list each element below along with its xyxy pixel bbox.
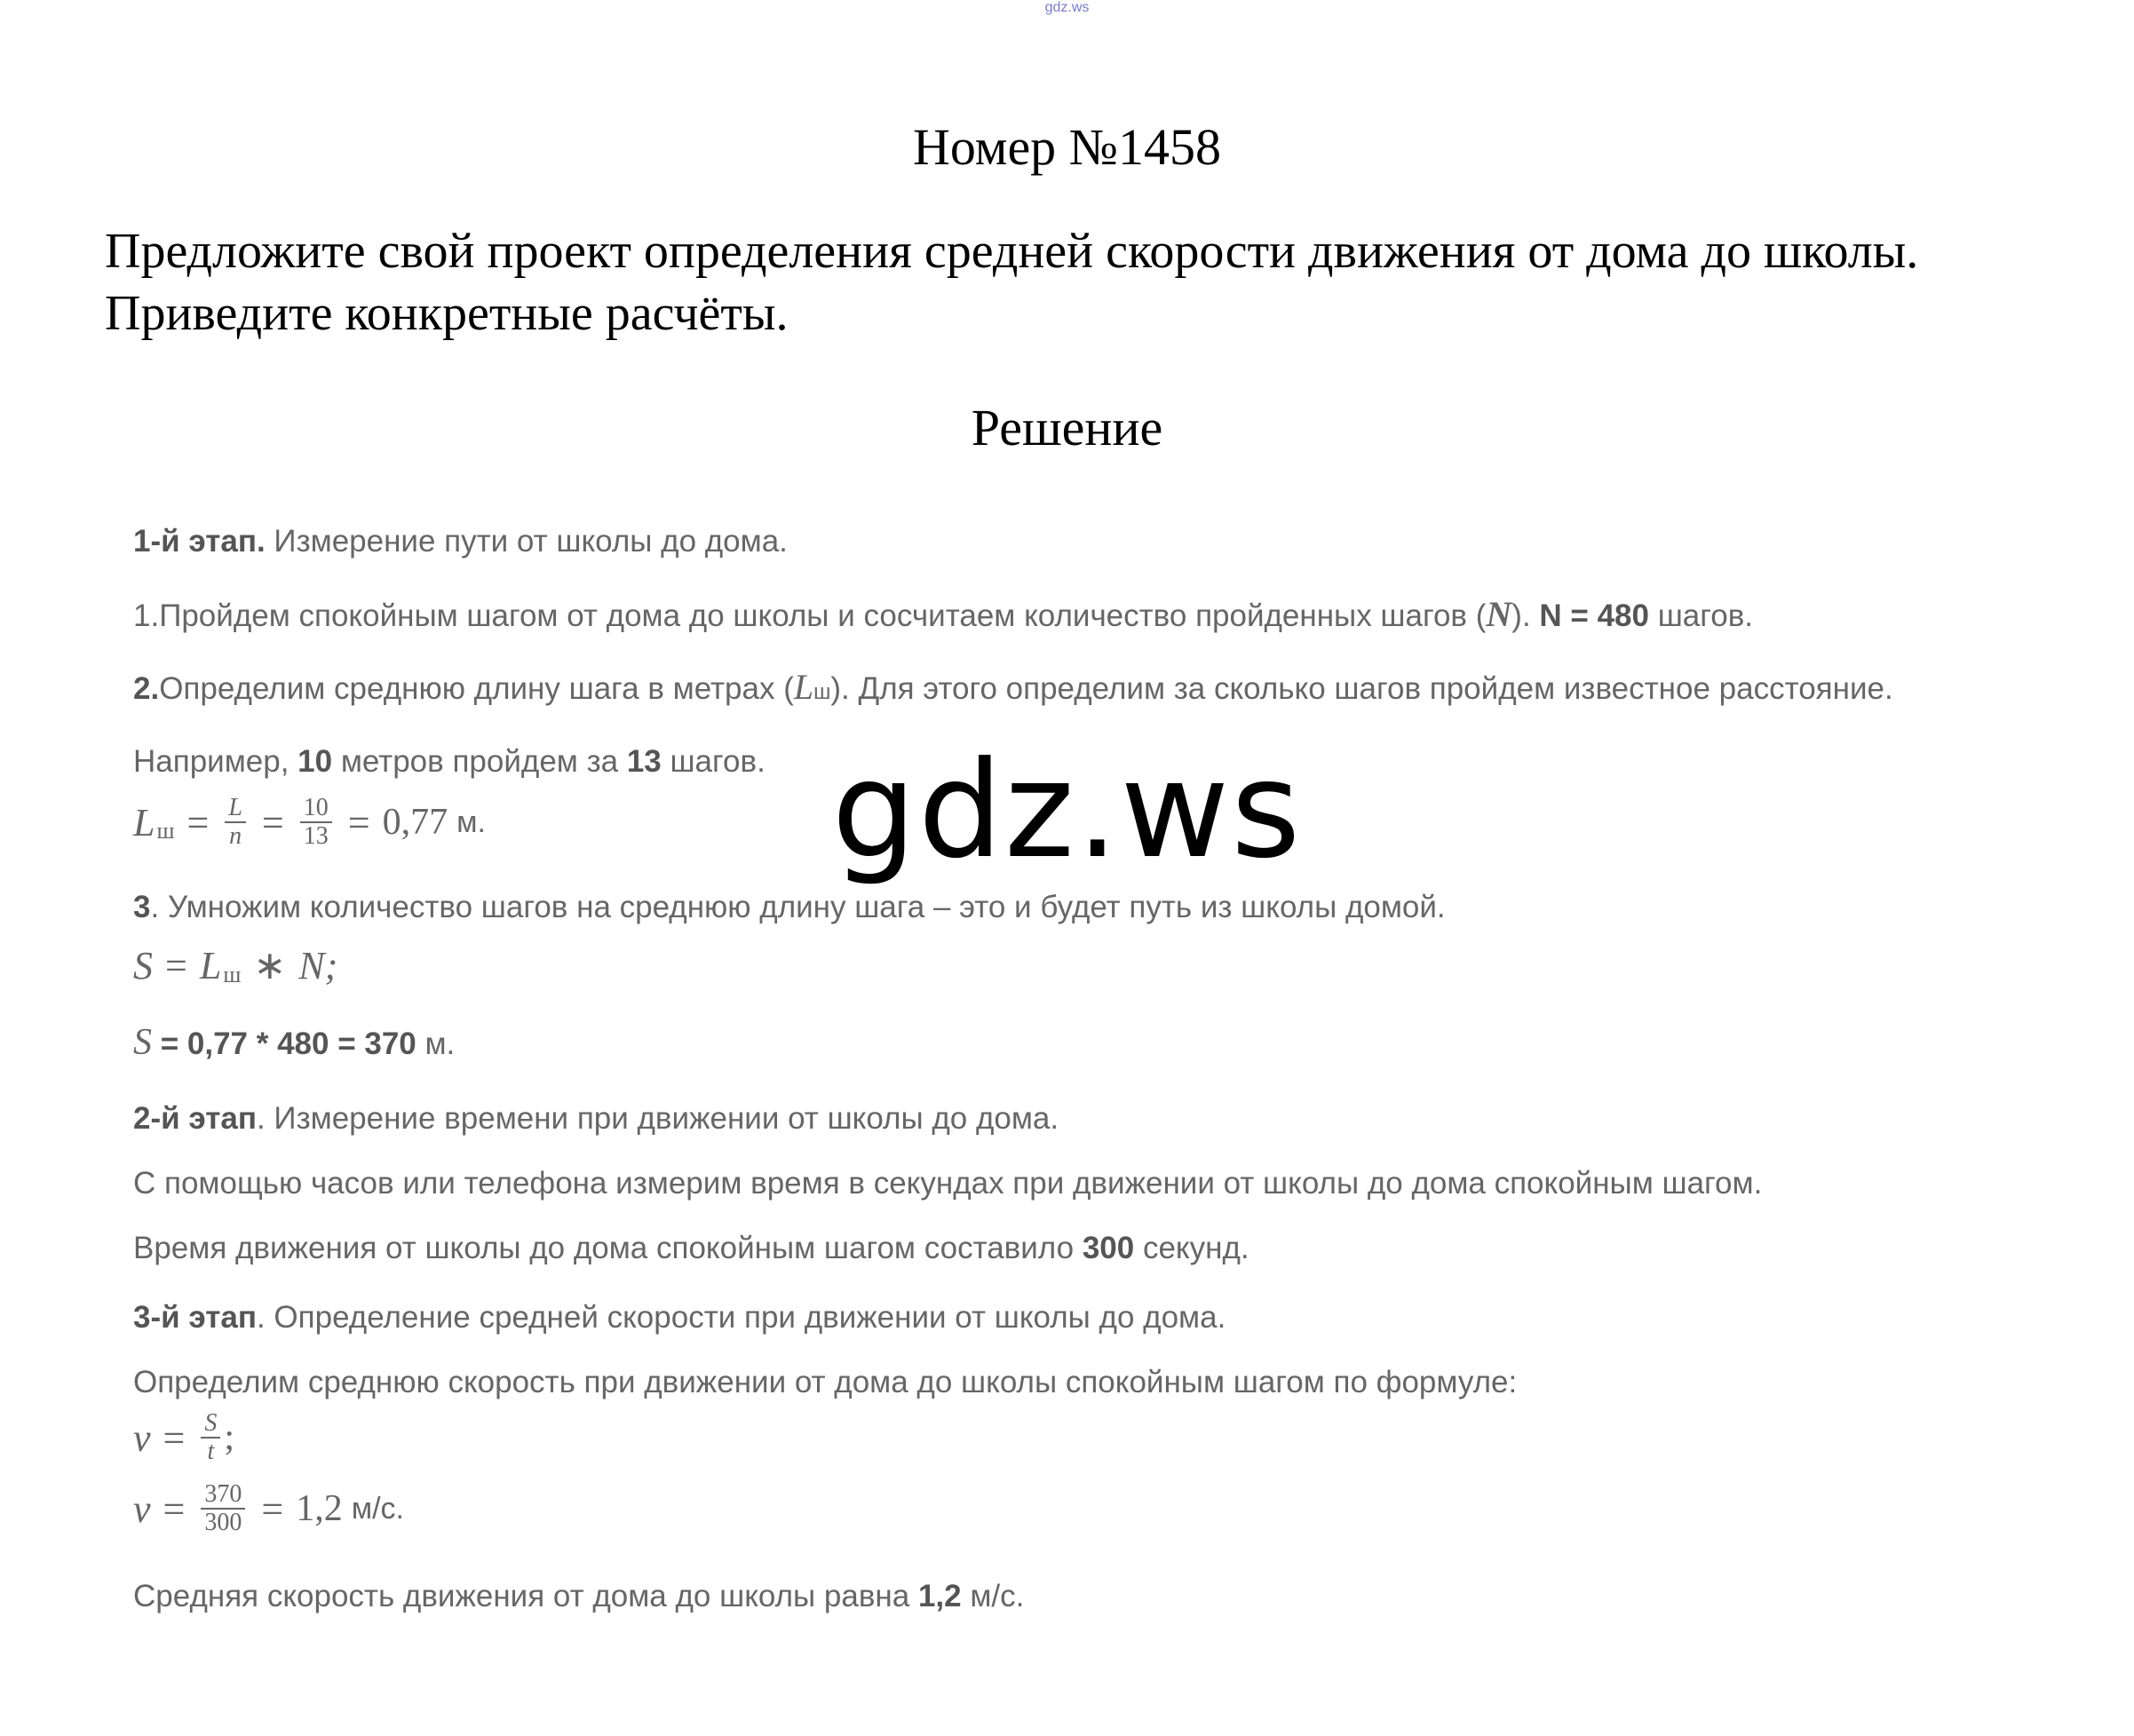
page-title: Номер №1458 bbox=[912, 118, 1222, 176]
step1-tail: шагов. bbox=[1648, 598, 1754, 633]
f2-sub: ш bbox=[223, 961, 242, 987]
step3-text: . Умножим количество шагов на среднюю длину шага – это и будет путь из школы домой. bbox=[150, 890, 1446, 924]
stage2-line2c: секунд. bbox=[1134, 1231, 1249, 1265]
stage3-text: . Определение средней скорости при движении от школы до дома. bbox=[256, 1300, 1226, 1335]
stage2-line1: С помощью часов или телефона измерим время в секундах при движении от школы до дома спокойным шагом. bbox=[133, 1166, 1763, 1201]
stage2-line2 bbox=[133, 1227, 1249, 1270]
stage3-heading bbox=[133, 1296, 1226, 1339]
step2-sub: ш bbox=[813, 680, 831, 704]
f2-tail: N; bbox=[298, 944, 338, 987]
conclusion-c: м/с. bbox=[961, 1579, 1025, 1613]
example-b: 10 bbox=[297, 744, 333, 779]
problem-statement: Предложите свой проект определения средней скорости движения от дома до школы. Приведите конкретные расчёты. bbox=[105, 224, 1919, 341]
f1-result: 0,77 bbox=[382, 802, 448, 843]
f5-result: 1,2 bbox=[296, 1488, 343, 1529]
step1-eq: N = 480 bbox=[1539, 598, 1649, 633]
f4-lhs: v bbox=[133, 1415, 151, 1460]
f1-sub: ш bbox=[156, 818, 175, 844]
step2-tail: ). Для этого определим за сколько шагов пройдем известное расстояние. bbox=[830, 671, 1893, 706]
f4-frac bbox=[201, 1410, 220, 1465]
conclusion-b: 1,2 bbox=[917, 1579, 962, 1613]
f1-den2: 13 bbox=[303, 822, 329, 850]
step1-mid: ). bbox=[1511, 598, 1540, 633]
step2-num: 2. bbox=[133, 671, 160, 706]
f3-rhs: = 0,77 * 480 = 370 bbox=[152, 1027, 416, 1061]
stage2-line2b: 300 bbox=[1082, 1231, 1135, 1265]
f2-lhs: S bbox=[133, 944, 153, 987]
f1-var: L bbox=[133, 800, 155, 844]
step3-line bbox=[133, 886, 1446, 929]
stage2-text: . Измерение времени при движении от школы до дома. bbox=[256, 1101, 1059, 1136]
f1-unit: м. bbox=[456, 805, 486, 839]
formula-path bbox=[133, 943, 337, 988]
stage1-text: Измерение пути от школы до дома. bbox=[265, 524, 788, 559]
f5-den: 300 bbox=[204, 1509, 242, 1536]
f5-num: 370 bbox=[201, 1481, 245, 1510]
step3-num: 3 bbox=[133, 890, 151, 924]
f3-unit: м. bbox=[416, 1027, 456, 1061]
f4-num: S bbox=[201, 1410, 220, 1439]
step2-line bbox=[133, 666, 1893, 714]
watermark: gdz.ws bbox=[831, 733, 1303, 888]
step1-var: N bbox=[1486, 594, 1512, 634]
f4-eq: = bbox=[163, 1415, 186, 1460]
f1-eq2: = bbox=[261, 800, 284, 844]
f2-eq: = bbox=[165, 944, 187, 987]
stage1-heading bbox=[133, 520, 788, 563]
step1-text: 1.Пройдем спокойным шагом от дома до школы и сосчитаем количество пройденных шагов ( bbox=[133, 598, 1487, 633]
example-d: 13 bbox=[626, 744, 662, 779]
stage2-title: 2-й этап bbox=[133, 1101, 257, 1136]
conclusion-line bbox=[133, 1575, 1024, 1618]
stage2-line2a: Время движения от школы до дома спокойным шагом составило bbox=[133, 1231, 1083, 1265]
f1-num: L bbox=[225, 795, 246, 823]
step2-var: L bbox=[793, 667, 814, 707]
f5-frac bbox=[201, 1481, 245, 1536]
f2-var: L bbox=[199, 944, 222, 987]
f5-unit: м/с. bbox=[351, 1491, 404, 1526]
f1-den: n bbox=[229, 822, 242, 850]
site-mark: gdz.ws bbox=[1044, 0, 1090, 15]
f4-den: t bbox=[207, 1438, 215, 1465]
stage1-title: 1-й этап. bbox=[133, 524, 266, 559]
solution-heading: Решение bbox=[971, 399, 1163, 456]
formula-path-calc bbox=[133, 1021, 455, 1066]
formula-speed-calc bbox=[133, 1481, 404, 1536]
step1-line bbox=[133, 593, 1753, 638]
example-e: шагов. bbox=[661, 744, 766, 779]
f3-lhs: S bbox=[133, 1022, 152, 1063]
example-a: Например, bbox=[133, 744, 298, 779]
f5-lhs: v bbox=[133, 1486, 151, 1531]
f4-semicolon: ; bbox=[224, 1417, 235, 1458]
f1-eq1: = bbox=[186, 800, 210, 844]
formula-speed bbox=[133, 1410, 234, 1465]
f5-eq2: = bbox=[261, 1486, 284, 1531]
step2-text: Определим среднюю длину шага в метрах ( bbox=[159, 671, 794, 706]
stage3-title: 3-й этап bbox=[133, 1300, 257, 1335]
f1-eq3: = bbox=[347, 800, 370, 844]
conclusion-a: Средняя скорость движения от дома до школы равна bbox=[133, 1579, 918, 1613]
stage2-heading bbox=[133, 1098, 1059, 1140]
example-c: метров пройдем за bbox=[332, 744, 627, 779]
f2-times: ∗ bbox=[253, 944, 287, 987]
stage3-line1: Определим среднюю скорость при движении от дома до школы спокойным шагом по формуле: bbox=[133, 1365, 1518, 1399]
f1-num2: 10 bbox=[300, 795, 332, 823]
f5-eq1: = bbox=[163, 1486, 186, 1531]
